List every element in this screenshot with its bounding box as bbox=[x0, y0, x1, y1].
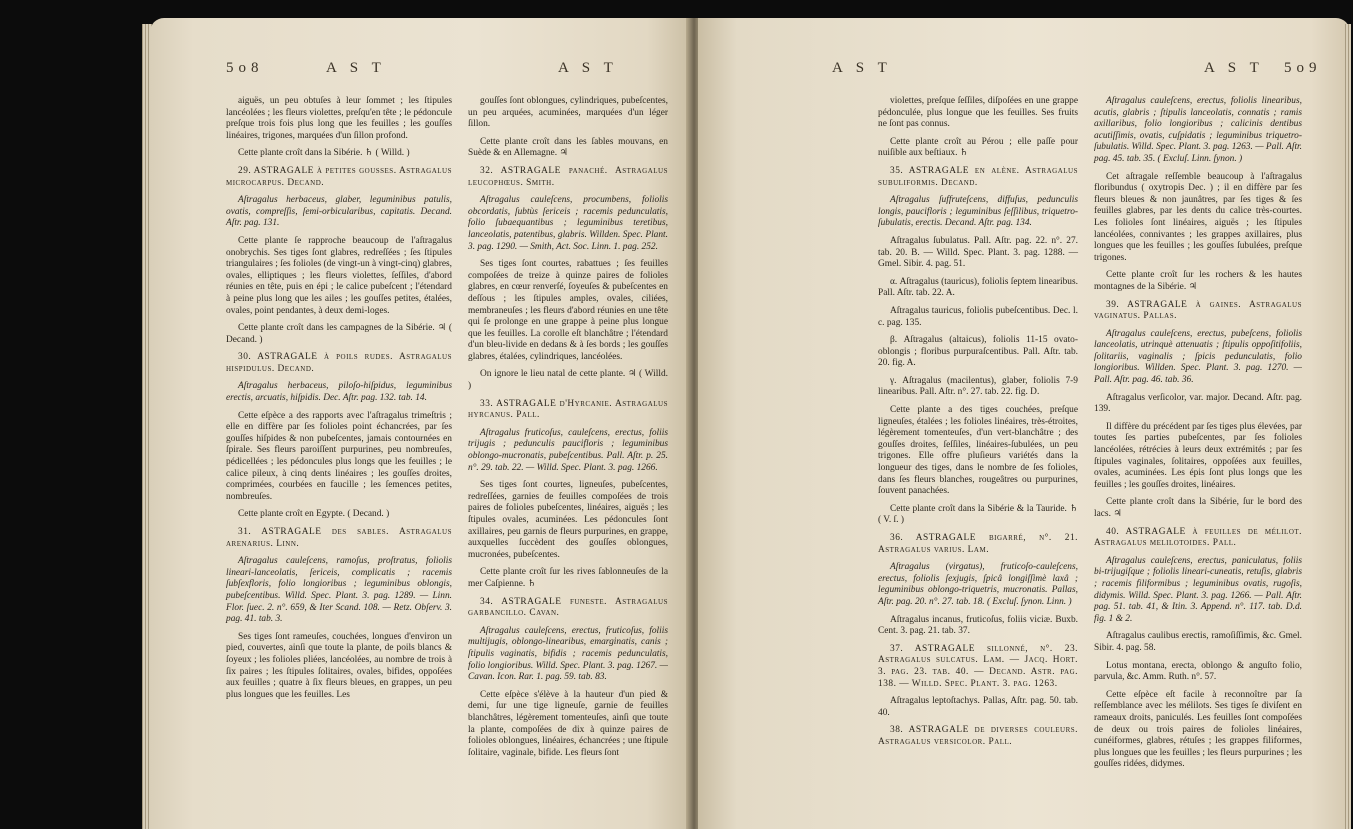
entry-heading: 29. ASTRAGALE à petites gouſſes. Aſtragalus microcarpus. Decand. bbox=[226, 165, 452, 188]
left-column-1 bbox=[226, 96, 452, 707]
paragraph: On ignore le lieu natal de cette plante. ♃ ( Willd. ) bbox=[468, 369, 668, 392]
paragraph: Aſtragalus cauleſcens, procumbens, foliolis obcordatis, ſubtùs ſericeis ; racemis pedunculatis, folio ſubaequantibus ; leguminibus teretibus, lanceolatis, patentibus, glabris. Willden. Spec. Plant. 3. pag. 1290. — Smith, Act. Soc. Linn. 1. pag. 252. bbox=[468, 195, 668, 252]
paragraph: γ. Aſtragalus (macilentus), glaber, foliolis 7-9 linearibus. Pall. Aſtr. n°. 27. tab. 22. fig. D. bbox=[878, 375, 1078, 398]
left-running-head-2: A S T bbox=[558, 60, 618, 76]
right-page-edges bbox=[1345, 24, 1351, 829]
paragraph: Cette plante croît ſur les rives ſablonneuſes de la mer Caſpienne. ♄ bbox=[468, 567, 668, 589]
paragraph: Ses tiges ſont courtes, ligneuſes, pubeſcentes, redreſſées, garnies de feuilles compoſées de trois paires de folioles pubeſcentes, linéaires, aiguës ; les ſtipules ovales, acuminées. Les pédoncules ſont axillaires, peu garnis de fleurs purpurines, en grappe, auxquelles ſuccèdent des gouſſes oblongues, mucronées, pubeſcentes. bbox=[468, 480, 668, 560]
paragraph: Aſtragalus cauleſcens, erectus, paniculatus, foliis bi-trijugiſque ; foliolis lineari-cuneatis, retuſis, glabris ; racemis filiformibus ; leguminibus ovatis, rugoſis, didymis. Willd. Spec. Plant. 3. pag. 1266. — Pall. Aſtr. pag. 51. tab. 41, & Itin. 3. Append. n°. 117. tab. D.d. fig. 1 & 2. bbox=[1094, 555, 1302, 624]
paragraph: Aſtragalus cauleſcens, erectus, pubeſcens, foliolis lanceolatis, utrinquè attenuatis ; ſtipulis oppoſitifoliis, ſolitariis, vaginalis ; ſpicis pedunculatis, folio longioribus. Willden. Spec. Plant. 3. pag. 1270. — Pall. Aſtr. pag. 46. tab. 36. bbox=[1094, 328, 1302, 386]
paragraph: Aſtragalus herbaceus, glaber, leguminibus patulis, ovatis, compreſſis, ſemi-orbicularibus, capitatis. Decand. Aſtr. pag. 131. bbox=[226, 195, 452, 229]
paragraph: Aſtragalus cauleſcens, erectus, foliolis linearibus, acutis, glabris ; ſtipulis lanceolatis, connatis ; ramis axillaribus, folio longioribus ; calicinis dentibus acutiſſimis, ovatis, cuſpidatis ; leguminibus triquetro-ſubulatis. Willd. Spec. Plant. 3. pag. 1263. — Pall. Aſtr. pag. 45. tab. 35. ( Excluſ. Linn. ſynon. ) bbox=[1094, 96, 1302, 164]
entry-heading: 39. ASTRAGALE à gaines. Aſtragalus vaginatus. Pallas. bbox=[1094, 299, 1302, 322]
left-column-2 bbox=[468, 96, 668, 765]
paragraph: violettes, preſque ſeſſiles, diſpoſées en une grappe pédonculée, plus longue que les feuilles. Ses fruits ne ſont pas connus. bbox=[878, 96, 1078, 130]
paragraph: Aſtragalus (virgatus), fruticoſo-cauleſcens, erectus, foliolis ſexjugis, ſpicâ longiſſimè laxâ ; leguminibus oblongo-triquetris, mucronatis. Pallas, Aſtr. pag. 20. n°. 27. tab. 18. ( Excluſ. ſynon. Linn. ) bbox=[878, 562, 1078, 607]
paragraph: α. Aſtragalus (tauricus), foliolis ſeptem linearibus. Pall. Aſtr. tab. 22. A. bbox=[878, 276, 1078, 299]
paragraph: Cette plante croît dans la Sibérie, ſur le bord des lacs. ♃ bbox=[1094, 497, 1302, 519]
paragraph: Aſtragalus caulibus erectis, ramoſiſſimis, &c. Gmel. Sibir. 4. pag. 58. bbox=[1094, 631, 1302, 653]
right-running-head-2: A S T bbox=[1204, 60, 1264, 76]
entry-heading: 30. ASTRAGALE à poils rudes. Aſtragalus hiſpidulus. Decand. bbox=[226, 352, 452, 374]
paragraph: Cette plante croît dans la Sibérie & la Tauride. ♄ ( V. ſ. ) bbox=[878, 503, 1078, 526]
open-book bbox=[150, 18, 1350, 829]
paragraph: aiguës, un peu obtuſes à leur ſommet ; les ſtipules lancéolées ; les fleurs violettes, preſqu'en tête ; le pédoncule preſque trois fois plus long que les feuilles ; les gouſſes linéaires, trigones, marquées d'un ſillon profond. bbox=[226, 96, 452, 141]
paragraph: Cette eſpèce eſt facile à reconnoître par ſa reſſemblance avec les mélilots. Ses tiges ſe diviſent en rameaux droits, paniculés. Les feuilles ſont compoſées de deux ou trois paires de folioles linéaires, cunéiformes, glabres, rétuſes ; les grappes filiformes, plus longues que les feuilles ; les fleurs purpurines ; les gouſſes ridées, didymes. bbox=[1094, 689, 1302, 770]
paragraph: Cette plante ſe rapproche beaucoup de l'aſtragalus onobrychis. Ses tiges ſont glabres, redreſſées ; ſes ſtipules triangulaires ; ſes folioles (de vingt-un à vingt-cinq) glabres, ovales, elliptiques ; les fleurs violettes, ſeſſiles, d'abord réunies en tête, puis en épi ; le calice pubeſcent ; l'étendard à peine plus long que les ailes ; les gouſſes petites, étalées, ovales, point pendantes, à deux demi-loges. bbox=[226, 235, 452, 316]
paragraph: Aſtragalus herbaceus, piloſo-hiſpidus, leguminibus erectis, arcuatis, hiſpidis. Dec. Aſtr. pag. 132. tab. 14. bbox=[226, 381, 452, 404]
paragraph: Aſtragalus cauleſcens, ramoſus, proſtratus, foliolis lineari-lanceolatis, ſericeis, complicatis ; racemis ſubſexfloris, folio longioribus ; leguminibus oblongis, pubeſcentibus. Willd. Spec. Plant. 3. pag. 1289. — Linn. Flor. ſuec. 2. n°. 659, & Iter Scand. 108. — Retz. Obſerv. 3. pag. 41. tab. 3. bbox=[226, 556, 452, 625]
right-column-1 bbox=[878, 96, 1078, 755]
right-running-head-1: A S T bbox=[832, 60, 892, 76]
paragraph: Aſtragalus ſubulatus. Pall. Aſtr. pag. 22. n°. 27. tab. 20. B. — Willd. Spec. Plant. 3. pag. 1288. — Gmel. Sibir. 4. pag. 51. bbox=[878, 235, 1078, 270]
entry-heading: 37. ASTRAGALE ſillonné, n°. 23. Aſtragalus ſulcatus. Lam. — Jacq. Hort. 3. pag. 23. tab. 40. — Decand. Aſtr. pag. 138. — Willd. Spec. Plant. 3. pag. 1263. bbox=[878, 643, 1078, 689]
left-page-number: 5o8 bbox=[226, 60, 264, 76]
right-page-number: 5o9 bbox=[1284, 60, 1322, 76]
paragraph: Aſtragalus ſuffruteſcens, diffuſus, pedunculis longis, paucifloris ; leguminibus ſeſſilibus, triquetro-ſubulatis, erectis. Decand. Aſtr. pag. 134. bbox=[878, 195, 1078, 229]
paragraph: Il diffère du précédent par ſes tiges plus élevées, par toutes ſes parties pubeſcentes, par ſes folioles lancéolées, rétrécies à leurs deux extrémités ; par ſes ſtipules vaginales, ſolitaires, oppoſées aux feuilles, ovales, acuminées. Les épis ſont plus longs que les feuilles ; les gouſſes droites, linéaires. bbox=[1094, 421, 1302, 490]
paragraph: Cette plante croît dans la Sibérie. ♄ ( Willd. ) bbox=[238, 148, 410, 159]
left-page bbox=[150, 18, 690, 829]
entry-heading: 35. ASTRAGALE en alène. Aſtragalus ſubuliformis. Decand. bbox=[878, 165, 1078, 188]
paragraph: Aſtragalus cauleſcens, erectus, fruticoſus, foliis multijugis, oblongo-linearibus, emarginatis, canis ; ſtipulis vaginatis, bifidis ; racemis pedunculatis, folio longioribus. Willd. Spec. Plant. 3. pag. 1267. — Cavan. Icon. Rar. 1. pag. 59. tab. 83. bbox=[468, 625, 668, 683]
paragraph: Lotus montana, erecta, oblongo & anguſto folio, parvula, &c. Amm. Ruth. n°. 57. bbox=[1094, 660, 1302, 683]
paragraph: Ses tiges ſont rameuſes, couchées, longues d'environ un pied, couvertes, ainſi que toute la plante, de poils blancs & ſoyeux ; les folioles pliées, lancéolées, au nombre de trois à ſix paires ; les ſtipules ſolitaires, ovales, bifides, oppoſées aux feuilles ; quatre à ſix fleurs bleues, en grappes, un peu plus longues que les feuilles. Les bbox=[226, 631, 452, 700]
paragraph: Aſtragalus fruticoſus, cauleſcens, erectus, foliis trijugis ; pedunculis paucifloris ; leguminibus oblongo-mucronatis, pubeſcentibus. Pall. Aſtr. p. 25. n°. 29. tab. 22. — Willd. Spec. Plant. 3. pag. 1266. bbox=[468, 427, 668, 473]
paragraph: Cette plante croît en Egypte. ( Decand. ) bbox=[238, 509, 390, 520]
paragraph: Cet aſtragale reſſemble beaucoup à l'aſtragalus floribundus ( oxytropis Dec. ) ; il en diffère par ſes fleurs bleues & non jaunâtres, par ſes tiges & ſes feuilles glabres, par les dents du calice très-courtes. Les folioles ſont linéaires, aiguës ; les ſtipules lancéolées, connivantes ; les grappes axillaires, plus longues que les feuilles ; les gouſſes ſubulées, preſque trigones. bbox=[1094, 171, 1302, 263]
paragraph: Cette plante croît au Pérou ; elle paſſe pour nuiſible aux beſtiaux. ♄ bbox=[878, 136, 1078, 159]
paragraph: Cette eſpèce a des rapports avec l'aſtragalus trimeſtris ; elle en diffère par ſes folioles point échancrées, par ſes gouſſes hiſpides & non pubeſcentes, jamais contournées en ſpirale. Ses fleurs paroiſſent purpurines, peu nombreuſes, pédicellées ; les pédoncules plus longs que les feuilles ; le calice pileux, à cinq dents linéaires ; les gouſſes droites, comprimées, courbées en faucille ; les ſemences petites, nombreuſes. bbox=[226, 410, 452, 502]
entry-heading: 40. ASTRAGALE à feuilles de mélilot. Aſtragalus melilotoides. Pall. bbox=[1094, 526, 1302, 549]
paragraph: β. Aſtragalus (altaicus), foliolis 11-15 ovato-oblongis ; floribus purpuraſcentibus. Pall. Aſtr. tab. 20. fig. A. bbox=[878, 335, 1078, 369]
entry-heading: 32. ASTRAGALE panaché. Aſtragalus leucophœus. Smith. bbox=[468, 165, 668, 188]
entry-heading: 33. ASTRAGALE d'Hyrcanie. Aſtragalus hyrcanus. Pall. bbox=[468, 398, 668, 421]
left-running-head-1: A S T bbox=[326, 60, 386, 76]
right-column-2 bbox=[1094, 96, 1302, 777]
paragraph: Aſtragalus verſicolor, var. major. Decand. Aſtr. pag. 139. bbox=[1094, 392, 1302, 415]
paragraph: Cette plante a des tiges couchées, preſque ligneuſes, étalées ; les folioles linéaires, très-étroites, légèrement tomenteuſes, d'un vert-blanchâtre ; des gouſſes droites, ſeſſiles, linéaires-ſubulées, un peu trigones. Elle offre pluſieurs variétés dans la longueur des tiges, dans le nombre de ſes folioles, dans ſes fleurs blanches, rougeâtres ou purpurines, ſouvent panachées. bbox=[878, 405, 1078, 497]
paragraph: Ses tiges ſont courtes, rabattues ; ſes feuilles compoſées de treize à quinze paires de folioles glabres, en cœur renverſé, ſoyeuſes & pubeſcentes en deſſous ; les ſtipules amples, ovales, ciliées, membraneuſes ; les fleurs d'abord réunies en une tête qui ſe prolonge en une grappe à peine plus longue que les feuilles. La corolle eſt blanchâtre ; l'étendard d'un bleu-livide en dedans & à ſes bords ; les gouſſes glabres, étalées, cylindriques, lancéolées. bbox=[468, 259, 668, 362]
entry-heading: 31. ASTRAGALE des ſables. Aſtragalus arenarius. Linn. bbox=[226, 527, 452, 549]
paragraph: Aſtragalus tauricus, foliolis pubeſcentibus. Dec. l. c. pag. 135. bbox=[878, 305, 1078, 328]
entry-heading: 34. ASTRAGALE funeſte. Aſtragalus garbancillo. Cavan. bbox=[468, 596, 668, 619]
paragraph: Aſtragalus leptoſtachys. Pallas, Aſtr. pag. 50. tab. 40. bbox=[878, 696, 1078, 718]
paragraph: Cette eſpèce s'élève à la hauteur d'un pied & demi, ſur une tige ligneuſe, garnie de feuilles blanchâtres, légèrement tomenteuſes, ainſi que toute la plante, compoſées de dix à quinze paires de folioles oblongues, linéaires, échancrées ; une ſtipule ſolitaire, vaginale, bifide. Les fleurs ſont bbox=[468, 689, 668, 758]
right-page bbox=[698, 18, 1350, 829]
entry-heading: 38. ASTRAGALE de diverſes couleurs. Aſtragalus verſicolor. Pall. bbox=[878, 725, 1078, 747]
paragraph: Cette plante croît ſur les rochers & les hautes montagnes de la Sibérie. ♃ bbox=[1094, 270, 1302, 292]
paragraph: gouſſes ſont oblongues, cylindriques, pubeſcentes, un peu arquées, acuminées, marquées d'un léger ſillon. bbox=[468, 96, 668, 130]
paragraph: Cette plante croît dans les ſables mouvans, en Suède & en Allemagne. ♃ bbox=[468, 136, 668, 159]
paragraph: Aſtragalus incanus, fruticoſus, foliis viciæ. Buxb. Cent. 3. pag. 21. tab. 37. bbox=[878, 614, 1078, 637]
entry-heading: 36. ASTRAGALE bigarré, n°. 21. Aſtragalus varius. Lam. bbox=[878, 533, 1078, 555]
paragraph: Cette plante croît dans les campagnes de la Sibérie. ♃ ( Decand. ) bbox=[226, 323, 452, 345]
